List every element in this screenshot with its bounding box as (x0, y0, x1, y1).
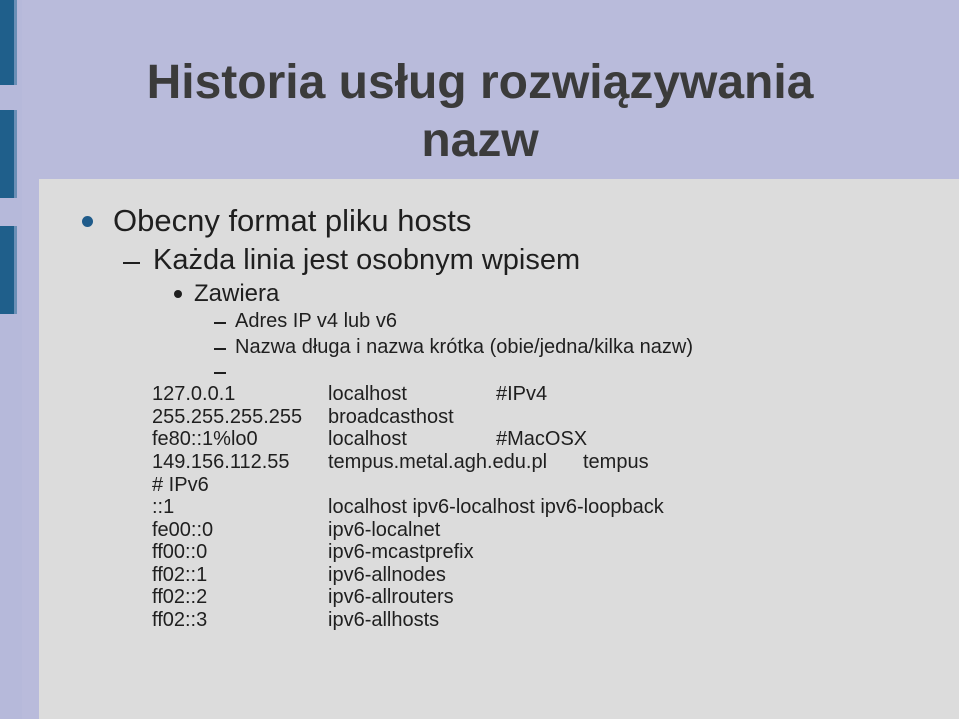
host-address: fe80::1%lo0 (152, 428, 258, 450)
title-line-1: Historia usług rozwiązywania (146, 56, 814, 109)
host-name: ipv6-allrouters (328, 586, 454, 608)
host-address: 149.156.112.55 (152, 451, 290, 473)
host-address: 127.0.0.1 (152, 383, 236, 405)
host-name: ipv6-localnet (328, 519, 441, 541)
level4-dash-icon (214, 372, 226, 374)
host-address: ff02::1 (152, 564, 208, 586)
host-name: broadcasthost (328, 406, 454, 428)
host-address: ::1 (152, 496, 175, 518)
host-comment: #MacOSX (496, 428, 588, 450)
host-comment: #IPv4 (496, 383, 548, 405)
level3-bullet-icon (174, 290, 182, 298)
edge-bar-2 (0, 110, 17, 198)
host-address: ff02::2 (152, 586, 208, 608)
host-name: localhost ipv6-localhost ipv6-loopback (328, 496, 664, 518)
slide-title (90, 54, 870, 170)
sub-item-1: Adres IP v4 lub v6 (235, 310, 397, 332)
title-line-2: nazw (421, 114, 539, 167)
host-address: ff02::3 (152, 609, 208, 631)
host-comment-line: # IPv6 (152, 474, 209, 496)
sub-item-2: Nazwa długa i nazwa krótka (obie/jedna/kilka nazw) (235, 336, 694, 358)
host-name: ipv6-allnodes (328, 564, 446, 586)
level4-dash-icon (214, 348, 226, 350)
bullet-level2: Każda linia jest osobnym wpisem (153, 244, 581, 276)
host-address: ff00::0 (152, 541, 208, 563)
host-address: fe00::0 (152, 519, 214, 541)
left-edge-strip (0, 0, 22, 719)
level2-dash-icon (123, 262, 140, 264)
host-name: ipv6-allhosts (328, 609, 440, 631)
host-comment: tempus (583, 451, 649, 473)
bullet-level1: Obecny format pliku hosts (113, 203, 472, 238)
host-name: localhost (328, 428, 407, 450)
level4-dash-icon (214, 322, 226, 324)
bullet-level3: Zawiera (194, 280, 280, 307)
edge-bar-1 (0, 0, 17, 85)
level1-bullet-icon (82, 216, 93, 227)
host-name: ipv6-mcastprefix (328, 541, 474, 563)
edge-bar-3 (0, 226, 17, 314)
host-name: localhost (328, 383, 407, 405)
host-address: 255.255.255.255 (152, 406, 303, 428)
host-name: tempus.metal.agh.edu.pl (328, 451, 548, 473)
